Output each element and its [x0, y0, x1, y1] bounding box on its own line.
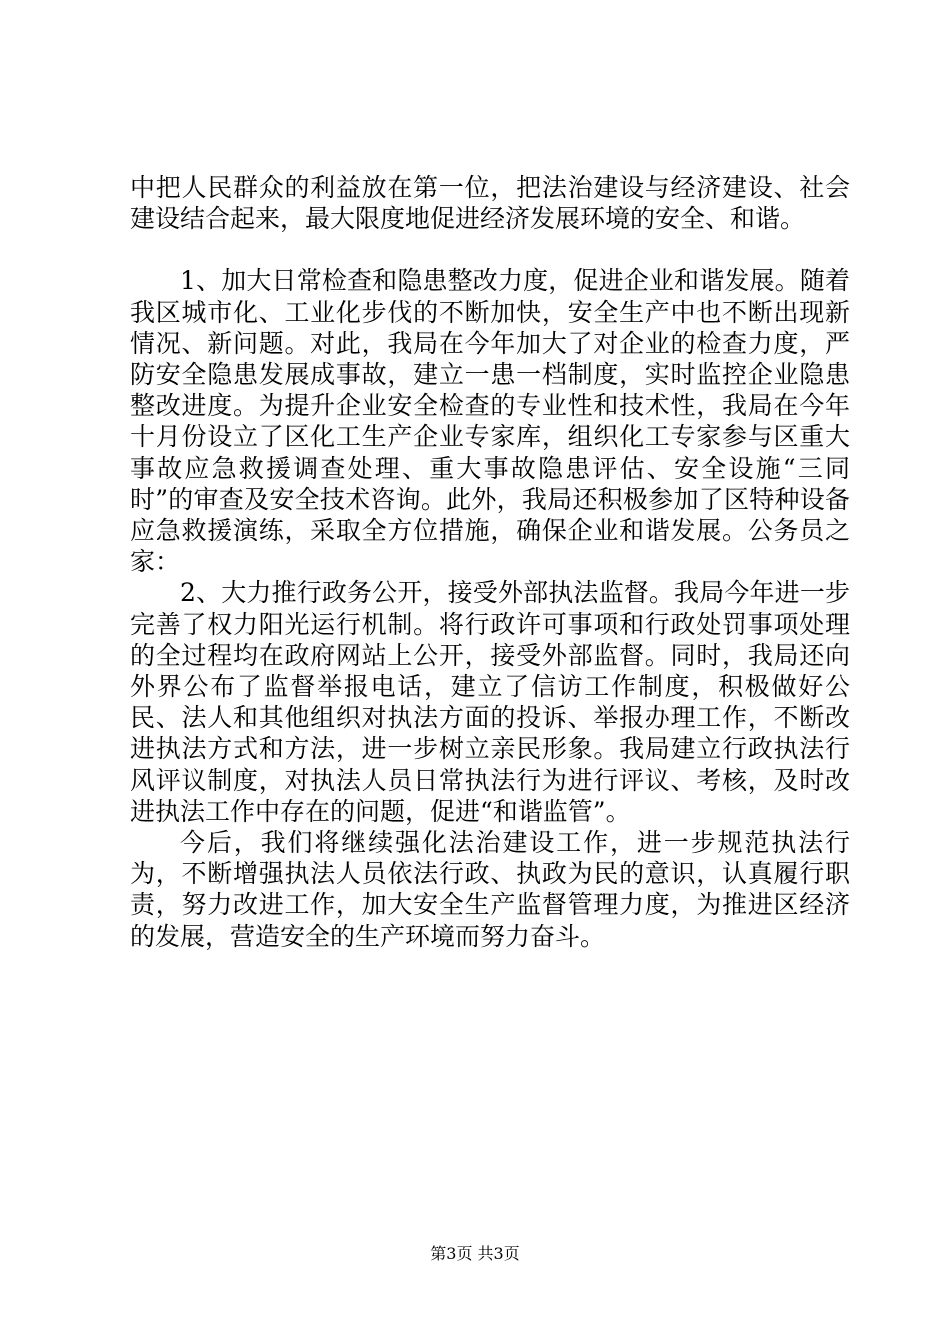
- document-body: [130, 172, 850, 952]
- paragraph-continuation: 中把人民群众的利益放在第一位，把法治建设与经济建设、社会建设结合起来，最大限度地促进经济发展环境的安全、和谐。: [130, 173, 850, 234]
- paragraph-transparency: 2、大力推行政务公开，接受外部执法监督。我局今年进一步完善了权力阳光运行机制。将行政许可事项和行政处罚事项处理的全过程均在政府网站上公开，接受外部监督。同时，我局还向外界公布了监督举报电话，建立了信访工作制度，积极做好公民、法人和其他组织对执法方面的投诉、举报办理工作，不断改进执法方式和方法，进一步树立亲民形象。我局建立行政执法行风评议制度，对执法人员日常执法行为进行评议、考核，及时改进执法工作中存在的问题，促进“和谐监管”。: [130, 578, 850, 826]
- paragraph-conclusion: 今后，我们将继续强化法治建设工作，进一步规范执法行为，不断增强执法人员依法行政、执政为民的意识，认真履行职责，努力改进工作，加大安全生产监督管理力度，为推进区经济的发展，营造安全的生产环境而努力奋斗。: [130, 828, 850, 951]
- page-footer: 第3页 共3页: [430, 1244, 520, 1263]
- paragraph-inspection: 1、加大日常检查和隐患整改力度，促进企业和谐发展。随着我区城市化、工业化步伐的不断加快，安全生产中也不断出现新情况、新问题。对此，我局在今年加大了对企业的检查力度，严防安全隐患发展成事故，建立一患一档制度，实时监控企业隐患整改进度。为提升企业安全检查的专业性和技术性，我局在今年十月份设立了区化工生产企业专家库，组织化工专家参与区重大事故应急救援调查处理、重大事故隐患评估、安全设施“三同时”的审查及安全技术咨询。此外，我局还积极参加了区特种设备应急救援演练，采取全方位措施，确保企业和谐发展。公务员之家：: [130, 266, 850, 577]
